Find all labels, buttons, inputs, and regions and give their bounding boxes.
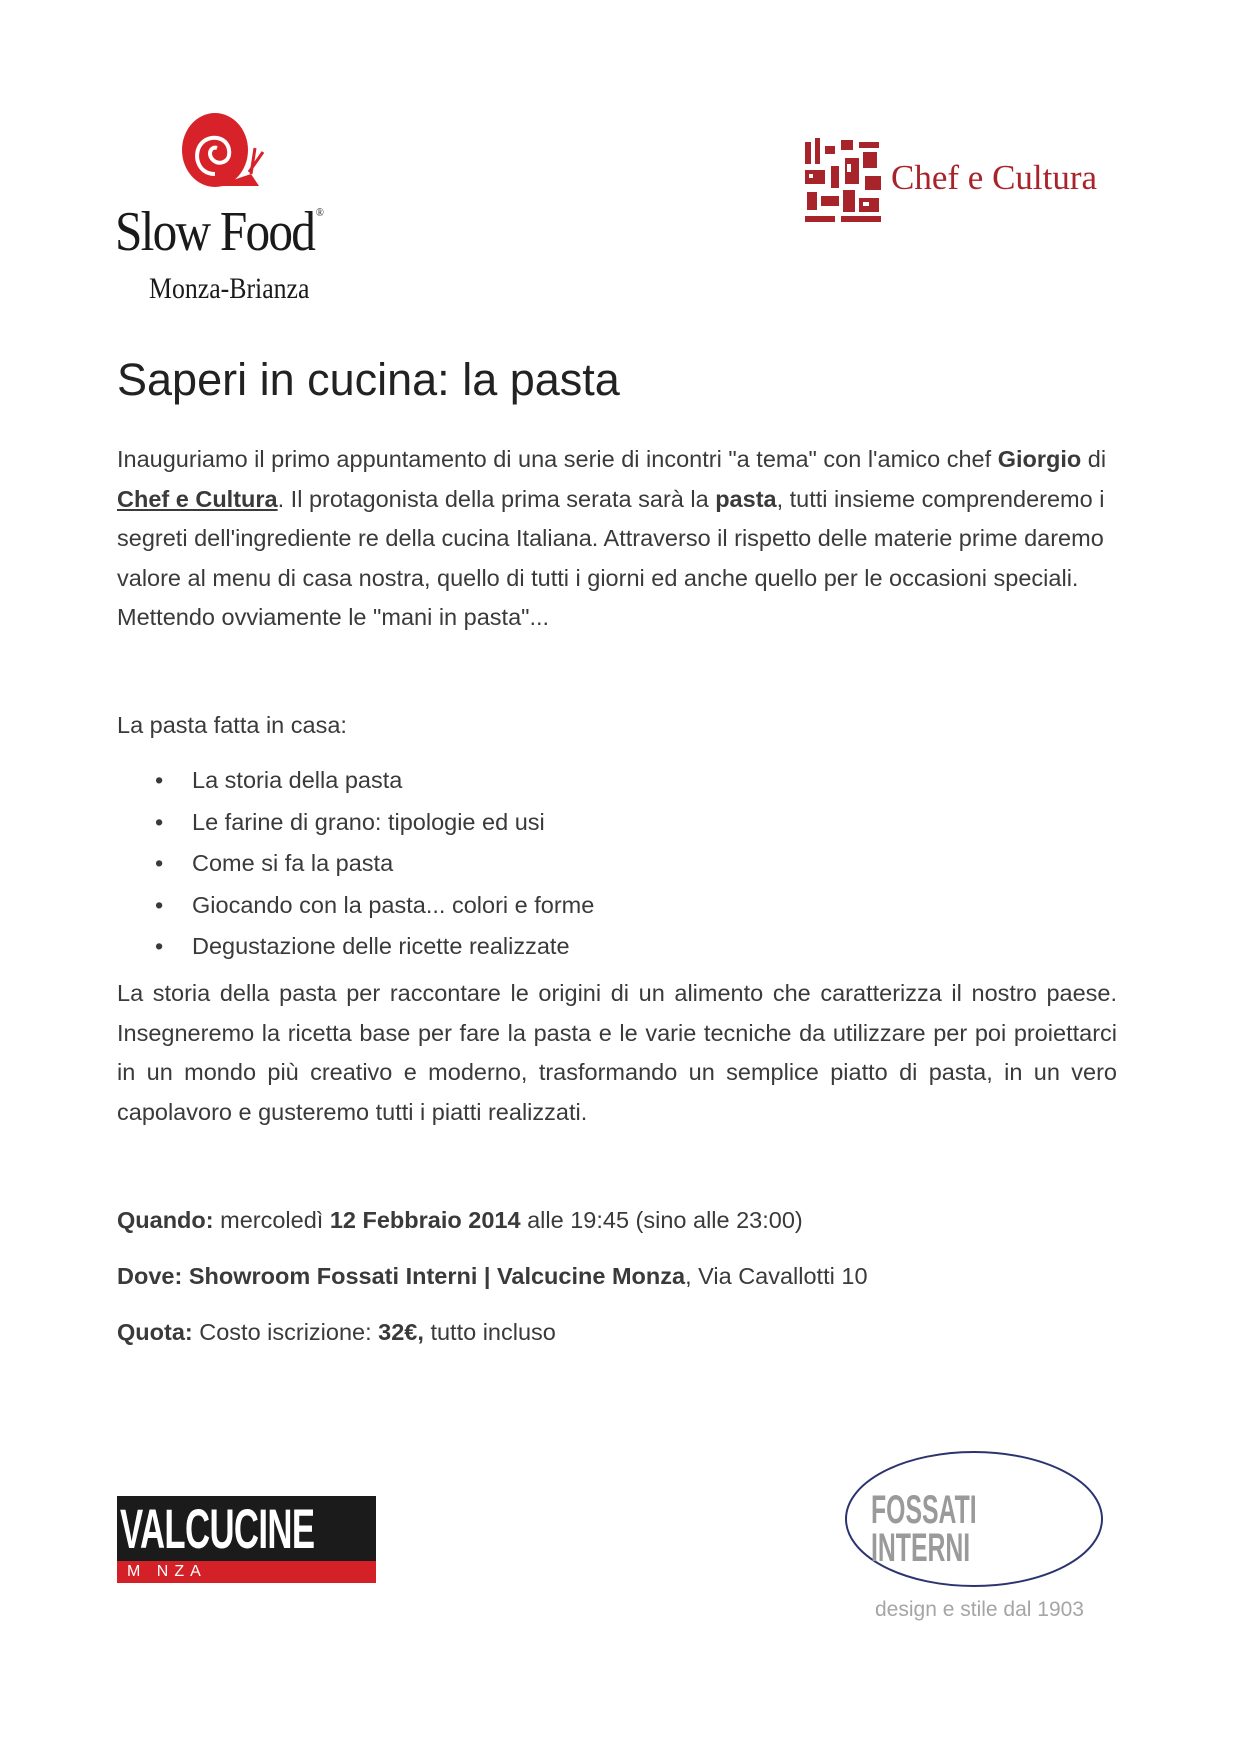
valcucine-logo	[117, 1496, 376, 1583]
topic-list	[117, 765, 594, 973]
chef-e-cultura-emblem-icon	[803, 136, 889, 226]
slow-food-subtitle: Monza-Brianza	[149, 272, 310, 305]
page-title: Saperi in cucina: la pasta	[117, 354, 620, 405]
snail-icon	[181, 112, 265, 192]
list-item: • Giocando con la pasta... colori e forme	[155, 891, 595, 918]
intro-paragraph: Inauguriamo il primo appuntamento di una serie di incontri "a tema" con l'amico chef Giorgio di Chef e Cultura. Il protagonista della prima serata sarà la pasta, tutti insieme comprenderemo i segreti dell'ingrediente re della cucina Italiana. Attraverso il rispetto delle materie prime daremo valore al menu di casa nostra, quello di tutti i giorni ed anche quello per le occasioni speciali. Mettendo ovviamente le "mani in pasta"...	[117, 446, 1107, 630]
list-item: • Le farine di grano: tipologie ed usi	[155, 808, 545, 835]
valcucine-wordmark: VALCUCINE	[120, 1497, 315, 1560]
slow-food-title: Slow Food ®	[115, 201, 323, 263]
fee-line: Quota: Costo iscrizione: 32€, tutto incluso	[117, 1319, 556, 1345]
when-line: Quando: mercoledì 12 Febbraio 2014 alle 19:45 (sino alle 23:00)	[117, 1207, 803, 1233]
description-paragraph: La storia della pasta per raccontare le origini di un alimento che caratterizza il nostro paese. Insegneremo la ricetta base per fare la pasta e le varie tecniche da utilizzare per poi proiettarci in un mondo più creativo e moderno, trasformando un semplice piatto di pasta, in un vero capolavoro e gusteremo tutti i piatti realizzati.	[117, 980, 1117, 1125]
list-item: • Degustazione delle ricette realizzate	[155, 933, 570, 959]
where-line: Dove: Showroom Fossati Interni | Valcucine Monza, Via Cavallotti 10	[117, 1263, 868, 1289]
chef-e-cultura-logo	[803, 136, 1103, 232]
chef-e-cultura-text: Chef e Cultura	[891, 158, 1098, 197]
fossati-interni-logo	[843, 1449, 1105, 1589]
list-title: La pasta fatta in casa:	[117, 712, 347, 738]
list-item: • Come si fa la pasta	[155, 850, 394, 876]
list-item: • La storia della pasta	[155, 767, 403, 793]
fossati-wordmark: FOSSATI INTERNI	[871, 1488, 977, 1570]
slow-food-logo	[115, 112, 355, 312]
fossati-tagline: design e stile dal 1903	[875, 1598, 1084, 1621]
chef-e-cultura-link[interactable]: Chef e Cultura	[117, 485, 278, 512]
valcucine-monza: M NZA	[127, 1563, 207, 1580]
